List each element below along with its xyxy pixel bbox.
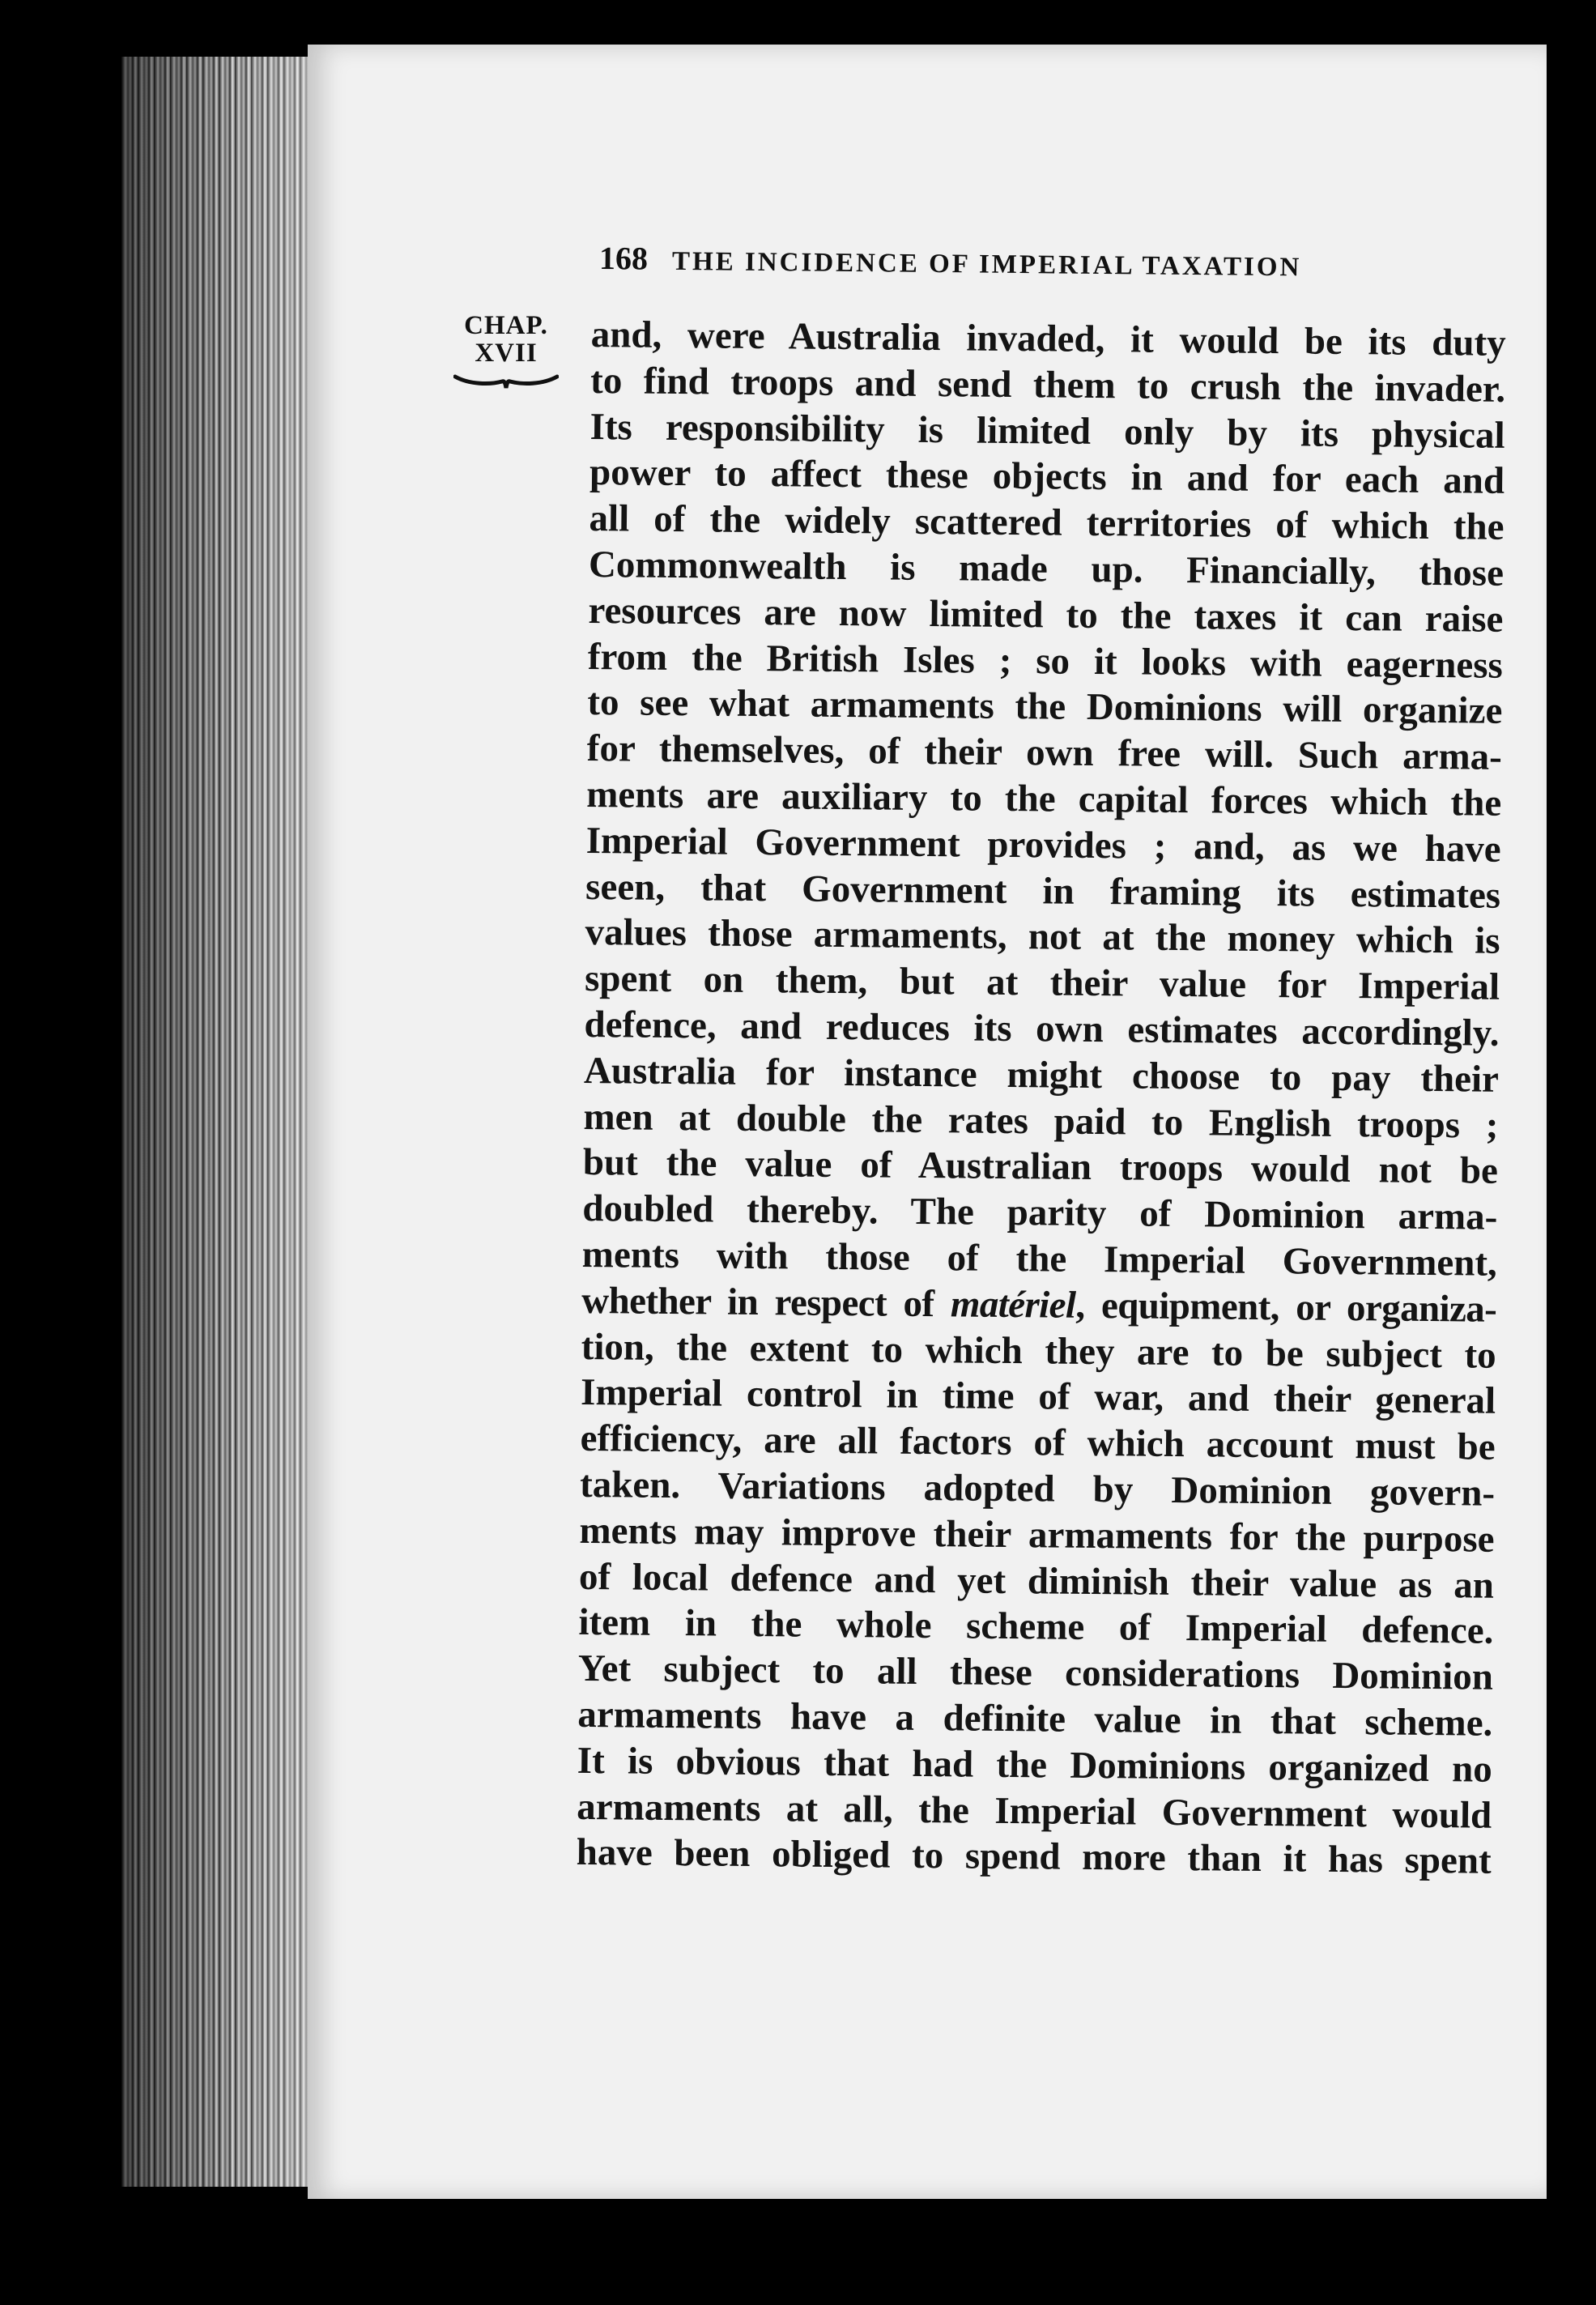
text-line: ments with those of the Imperial Government, — [581, 1233, 1498, 1285]
brace-ornament-icon — [453, 370, 559, 391]
text-line: Commonwealth is made up. Financially, those — [588, 543, 1504, 594]
page-sheet — [308, 45, 1547, 2199]
text-line: men at double the rates paid to English troops ; — [583, 1095, 1499, 1147]
text-line: armaments at all, the Imperial Government would — [577, 1785, 1492, 1837]
body-text — [576, 312, 1505, 1885]
text-line: taken. Variations adopted by Dominion govern- — [579, 1463, 1496, 1515]
running-head — [599, 239, 1596, 298]
italic-term: matériel — [950, 1283, 1076, 1327]
text-line: Its responsibility is limited only by its physical — [589, 405, 1505, 457]
text-line: Australia for instance might choose to pay their — [583, 1049, 1500, 1101]
text-line: defence, and reduces its own estimates accordingly. — [584, 1003, 1500, 1055]
text-line: efficiency, are all factors of which account must be — [580, 1417, 1496, 1468]
text-line: armaments have a definite value in that scheme. — [577, 1693, 1493, 1745]
text-line: values those armaments, not at the money which is — [585, 911, 1500, 963]
text-line: power to affect these objects in and for each and — [589, 451, 1505, 503]
text-line: ments are auxiliary to the capital forces which the — [586, 773, 1502, 824]
text-line: tion, the extent to which they are to be subject to — [581, 1325, 1496, 1377]
text-line: doubled thereby. The parity of Dominion arma- — [582, 1187, 1498, 1238]
page-number: 168 — [598, 240, 649, 277]
text-line: Imperial Government provides ; and, as we have — [585, 819, 1501, 871]
text-line: resources are now limited to the taxes it can raise — [588, 589, 1504, 641]
chapter-label: CHAP. — [464, 311, 548, 340]
text-line: It is obvious that had the Dominions organized no — [577, 1739, 1493, 1791]
text-line: seen, that Government in framing its estimates — [585, 865, 1501, 917]
text-line: and, were Australia invaded, it would be its duty — [590, 313, 1506, 364]
text-line — [581, 1278, 1496, 1333]
text-segment: , equipment, or organiza- — [1075, 1284, 1497, 1331]
text-line: to see what armaments the Dominions will organize — [587, 681, 1503, 733]
chapter-number: XVII — [475, 339, 538, 368]
text-line: of local defence and yet diminish their value as an — [578, 1555, 1495, 1607]
book-page-edges — [121, 57, 324, 2187]
text-segment: whether in respect of — [581, 1279, 951, 1326]
chapter-margin-note — [449, 312, 563, 391]
text-line: from the British Isles ; so it looks with eagerness — [587, 635, 1504, 687]
text-line: for themselves, of their own free will. Such arma- — [586, 727, 1503, 778]
text-line: spent on them, but at their value for Imperial — [584, 957, 1500, 1008]
text-line: ments may improve their armaments for the purpose — [579, 1509, 1495, 1561]
text-line: but the value of Australian troops would not be — [582, 1141, 1499, 1193]
page-heading: THE INCIDENCE OF IMPERIAL TAXATION — [671, 246, 1302, 283]
text-line: Yet subject to all these considerations Dominion — [577, 1647, 1494, 1698]
text-line: to find troops and send them to crush the invader. — [589, 359, 1506, 411]
text-line: Imperial control in time of war, and their general — [580, 1371, 1496, 1423]
text-line: all of the widely scattered territories of which the — [589, 497, 1504, 549]
text-line: have been obliged to spend more than it has spent — [576, 1831, 1492, 1883]
text-line: item in the whole scheme of Imperial defence. — [578, 1601, 1494, 1653]
